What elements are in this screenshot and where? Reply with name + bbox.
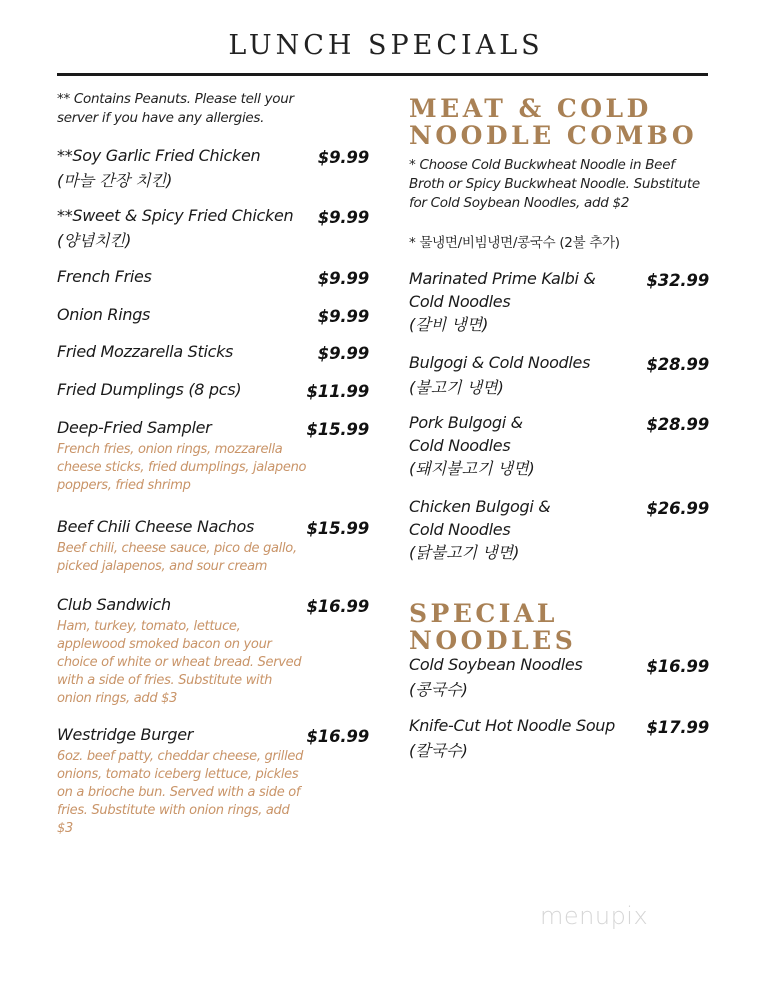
item-description: French fries, onion rings, mozzarella cheese sticks, fried dumplings, jalapeno poppers, fried shrimp: [57, 442, 307, 493]
combo-note-english: * Choose Cold Buckwheat Noodle in Beef Broth or Spicy Buckwheat Noodle. Substitute for Cold Soybean Noodles, add $2: [409, 157, 700, 211]
section-title-line: NOODLE COMBO: [409, 121, 698, 150]
item-korean-name: (마늘 간장 치킨): [57, 171, 173, 190]
menu-item: [57, 340, 369, 365]
title-divider: [57, 73, 708, 76]
item-name: Pork Bulgogi &: [409, 413, 523, 432]
menu-item: [409, 714, 709, 762]
item-price: $15.99: [306, 519, 369, 538]
menu-item: [409, 411, 709, 480]
item-description: 6oz. beef patty, cheddar cheese, grilled onions, tomato iceberg lettuce, pickles on a brioche bun. Served with a side of fries. Substitute with onion rings, add $3: [57, 749, 304, 836]
menu-item: [57, 515, 369, 576]
item-name: Marinated Prime Kalbi &: [409, 269, 596, 288]
item-price: $28.99: [646, 355, 709, 374]
item-price: $17.99: [646, 718, 709, 737]
menu-item: [409, 653, 709, 701]
item-name: Chicken Bulgogi &: [409, 497, 551, 516]
menu-item: [57, 265, 369, 290]
item-price: $15.99: [306, 420, 369, 439]
section-title-meat-cold-noodle-combo: [409, 95, 697, 149]
item-korean-name: (돼지불고기 냉면): [409, 459, 535, 478]
menu-item: [409, 351, 709, 399]
item-price: $9.99: [317, 208, 369, 227]
menu-item: [409, 495, 709, 564]
combo-note-korean: * 물냉면/비빔냉면/콩국수 (2불 추가): [409, 235, 620, 251]
item-name: Fried Dumplings (8 pcs): [57, 380, 242, 399]
menu-item: [57, 303, 369, 328]
item-name: Knife-Cut Hot Noodle Soup: [409, 716, 616, 735]
menu-item: [409, 267, 709, 336]
item-name: Cold Soybean Noodles: [409, 655, 583, 674]
item-name: French Fries: [57, 267, 152, 286]
item-korean-name: (갈비 냉면): [409, 315, 489, 334]
menu-item: [57, 204, 369, 252]
item-price: $11.99: [306, 382, 369, 401]
item-name-line2: Cold Noodles: [409, 436, 511, 455]
menu-item: [57, 593, 369, 708]
item-price: $9.99: [317, 344, 369, 363]
item-name: Westridge Burger: [57, 725, 194, 744]
item-name: Onion Rings: [57, 305, 151, 324]
item-price: $16.99: [646, 657, 709, 676]
item-name-line2: Cold Noodles: [409, 520, 511, 539]
section-title-line: MEAT & COLD: [409, 94, 652, 123]
item-name: **Sweet & Spicy Fried Chicken: [57, 206, 294, 225]
item-price: $26.99: [646, 499, 709, 518]
item-price: $32.99: [646, 271, 709, 290]
menu-item: [57, 378, 369, 403]
item-price: $16.99: [306, 727, 369, 746]
watermark-logo: menupix: [540, 902, 649, 930]
item-korean-name: (불고기 냉면): [409, 378, 504, 397]
allergy-note: ** Contains Peanuts. Please tell your server if you have any allergies.: [57, 91, 294, 126]
item-name: Beef Chili Cheese Nachos: [57, 517, 255, 536]
item-korean-name: (콩국수): [409, 680, 468, 699]
section-title-special-noodles: SPECIAL NOODLES: [409, 599, 577, 655]
item-description: Ham, turkey, tomato, lettuce, applewood smoked bacon on your choice of white or wheat bread. Served with a side of fries. Substitute with onion rings, add $3: [57, 619, 302, 706]
item-price: $9.99: [317, 307, 369, 326]
item-price: $9.99: [317, 148, 369, 167]
item-name-line2: Cold Noodles: [409, 292, 511, 311]
item-price: $9.99: [317, 269, 369, 288]
item-name: Club Sandwich: [57, 595, 171, 614]
item-korean-name: (양념치킨): [57, 231, 132, 250]
item-price: $16.99: [306, 597, 369, 616]
item-price: $28.99: [646, 415, 709, 434]
item-korean-name: (닭불고기 냉면): [409, 543, 520, 562]
menu-item: [57, 723, 369, 838]
item-name: **Soy Garlic Fried Chicken: [57, 146, 261, 165]
item-name: Fried Mozzarella Sticks: [57, 342, 234, 361]
menu-item: [57, 144, 369, 192]
item-name: Deep-Fried Sampler: [57, 418, 212, 437]
menu-item: [57, 416, 369, 495]
page-title: LUNCH SPECIALS: [228, 30, 544, 61]
item-korean-name: (칼국수): [409, 741, 468, 760]
item-description: Beef chili, cheese sauce, pico de gallo, picked jalapenos, and sour cream: [57, 541, 297, 574]
item-name: Bulgogi & Cold Noodles: [409, 353, 591, 372]
